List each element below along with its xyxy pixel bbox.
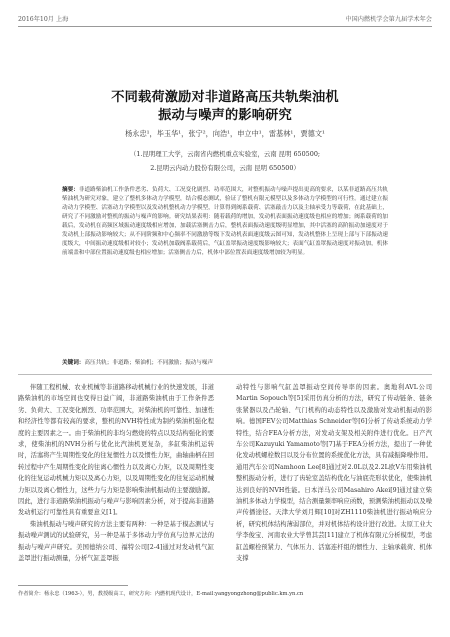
abstract-label: 摘要： [62,187,79,193]
body-paragraph: 动特性与影响气缸盖罩振动空间传导率的因素。奥地利AVL公司Martin Sopouch等[5]采用仿真分析的方法，研究了传动链条、链条张紧器以及凸轮轴、气门机构的动态特性以及激励对发动机振动的影响。德国FEV公司Matthias Schneider等[6]分析了传动系统动力学特性，结合FEA分析方法，对发动支架及相关附件进行优化。日产汽车公司Kazuyuki Yamamoto等[7]基于FEA分析方法，提出了一种优化发动机螺栓数目以及分布位置的系统优化方法，具有减振降噪作用。通用汽车公司Namhoon Lee[8]通过对2.0L以及2.2L欧V车用柴油机整机振动分析，进行了齿轮室盖结构优化与油底壳形状优化，使柴油机达到良好的NVH性能。日本洋马公司Masahiro Akei[9]通过建立柴油机多体动力学模型，结合测量频率响应函数，预测柴油机振动以及噪声传播途径。天津大学刘月辉[10]对ZH1110柴油机进行振动响应分析，研究机体结构薄弱部位，并对机体结构设计进行改进。太原工业大学李俊宝、河南农业大学曾其芸[11]建立了机体有限元分析模型，考虑缸盖螺栓预紧力、气体压力、活塞连杆组的惯性力、主轴承载荷、机体支撑 [236,384,432,563]
abstract [62,186,388,356]
author-footnote: 作者简介：杨永忠（1963-），男，教授级高工，研究方向：内燃机现代设计，E-mail:yangyongzhong@public.km.yn.cn [18,591,304,597]
affiliation-1: （1.昆明理工大学，云南省内燃机重点实验室，云南 昆明 650500; [129,150,321,158]
keywords [62,359,388,368]
keywords-text: 高压共轨；非道路；柴油机；不同激励；振动与噪声 [84,360,214,366]
header-date: 2016年10月 上海 [18,16,69,23]
body-paragraph: 柴油机振动与噪声研究的方法主要有两种：一种是基于模态测试与振动噪声测试的试验研究，另一种是基于多体动力学仿真与边界元法的振动与噪声声研究。美国德纳公司、福特公司[2-4]通过对发动机气缸盖罩进行振动测量，分析气缸盖罩振 [18,520,214,563]
body-paragraph: 伴随工程机械、农业机械等非道路移动机械行业的快速发展，非道路柴油机的市场空间也变得日益广阔，非道路柴油机由于工作条件恶劣、负荷大、工况变化剧烈、功率范围大，对柴油机的可靠性、加速性和经济性等都有较高的要求，整机的NVH特性成为制约柴油机强化程度的主要因素之一。由于柴油机的非均匀燃烧的特点以及结构强化的要求，使柴油机的NVH分析与优化比汽油机更复杂，多缸柴油机运转时，活塞将产生周期性变化的往复惯性力以及惯性力矩，曲轴曲柄在回转过程中产生周期性变化的往离心惯性力以及离心力矩，以及周期性变化的往复运动机械力矩以及离心力矩，以及周期性变化的往复运动机械力矩以及离心惯性力，这些力与力矩是影响柴油机振动的主要激励源。因此，进行非道路柴油机振动与噪声与影响因素分析，对于提高非道路发动机运行可靠性具有重要意义[1]。 [18,384,214,517]
author-list: 杨永忠¹，毕玉华¹，张宁²，向浩¹，申立中¹，雷基林¹，贾德文¹ [125,129,325,138]
abstract-text: 非道路柴油机工作条件恶劣、负荷大、工况变化剧烈、功率范围大，对整机振动与噪声提出更高的要求，以某非道路高压共轨柴油机为研究对象，建立了整机多体动力学模型，结合模态测试，验证了整机有限元模型以及多体动力学模型的可行性。通过建立振动动力学模型、活塞动力学模型以及发动机整机动力学模型，计算得到阀系载荷、活塞敲击力以及主轴承受力等载荷，在此基础上，研究了不同激励对整机的振动与噪声的影响。研究结果表明：随着载荷的增加，发动机表面振动速度级也相应的增加；阀系载荷的加载后，发动机在高频区域振动速度级相应增加，加载活塞侧击力后，整机表面振动速度级明显增加，其中活塞的高阶振动加速度对于发动机上部振动影响较大；从不同阶频和中心频率不同激励等级下发动机表面速度级云图可知，发动机整体上呈现上部与下部振动速度级大，中间振动速度级相对较小；发动机加载阀系载荷后，气缸盖罩振动速度级影响较大；表面气缸盖罩振动速度对振动加，机体前端盖和中部位置振动速度级也相应增加；活塞侧击力后，机体中部位置表面速度级增加较为明显。 [62,187,388,256]
keywords-label: 关键词： [62,360,85,366]
footnote-divider [18,585,128,586]
running-header [18,14,432,26]
section-divider [18,374,432,375]
paper-title-line2: 振动与噪声的影响研究 [158,108,292,123]
header-conference: 中国内燃机学会第九届学术年会 [345,16,432,23]
paper-title-line1: 不同载荷激励对非道路高压共轨柴油机 [111,90,339,105]
body-column-left [18,382,214,580]
affiliation-2: 2.昆明云内动力股份有限公司，云南 昆明 650500） [150,164,300,172]
body-column-right [236,382,432,580]
header-divider [18,26,432,27]
